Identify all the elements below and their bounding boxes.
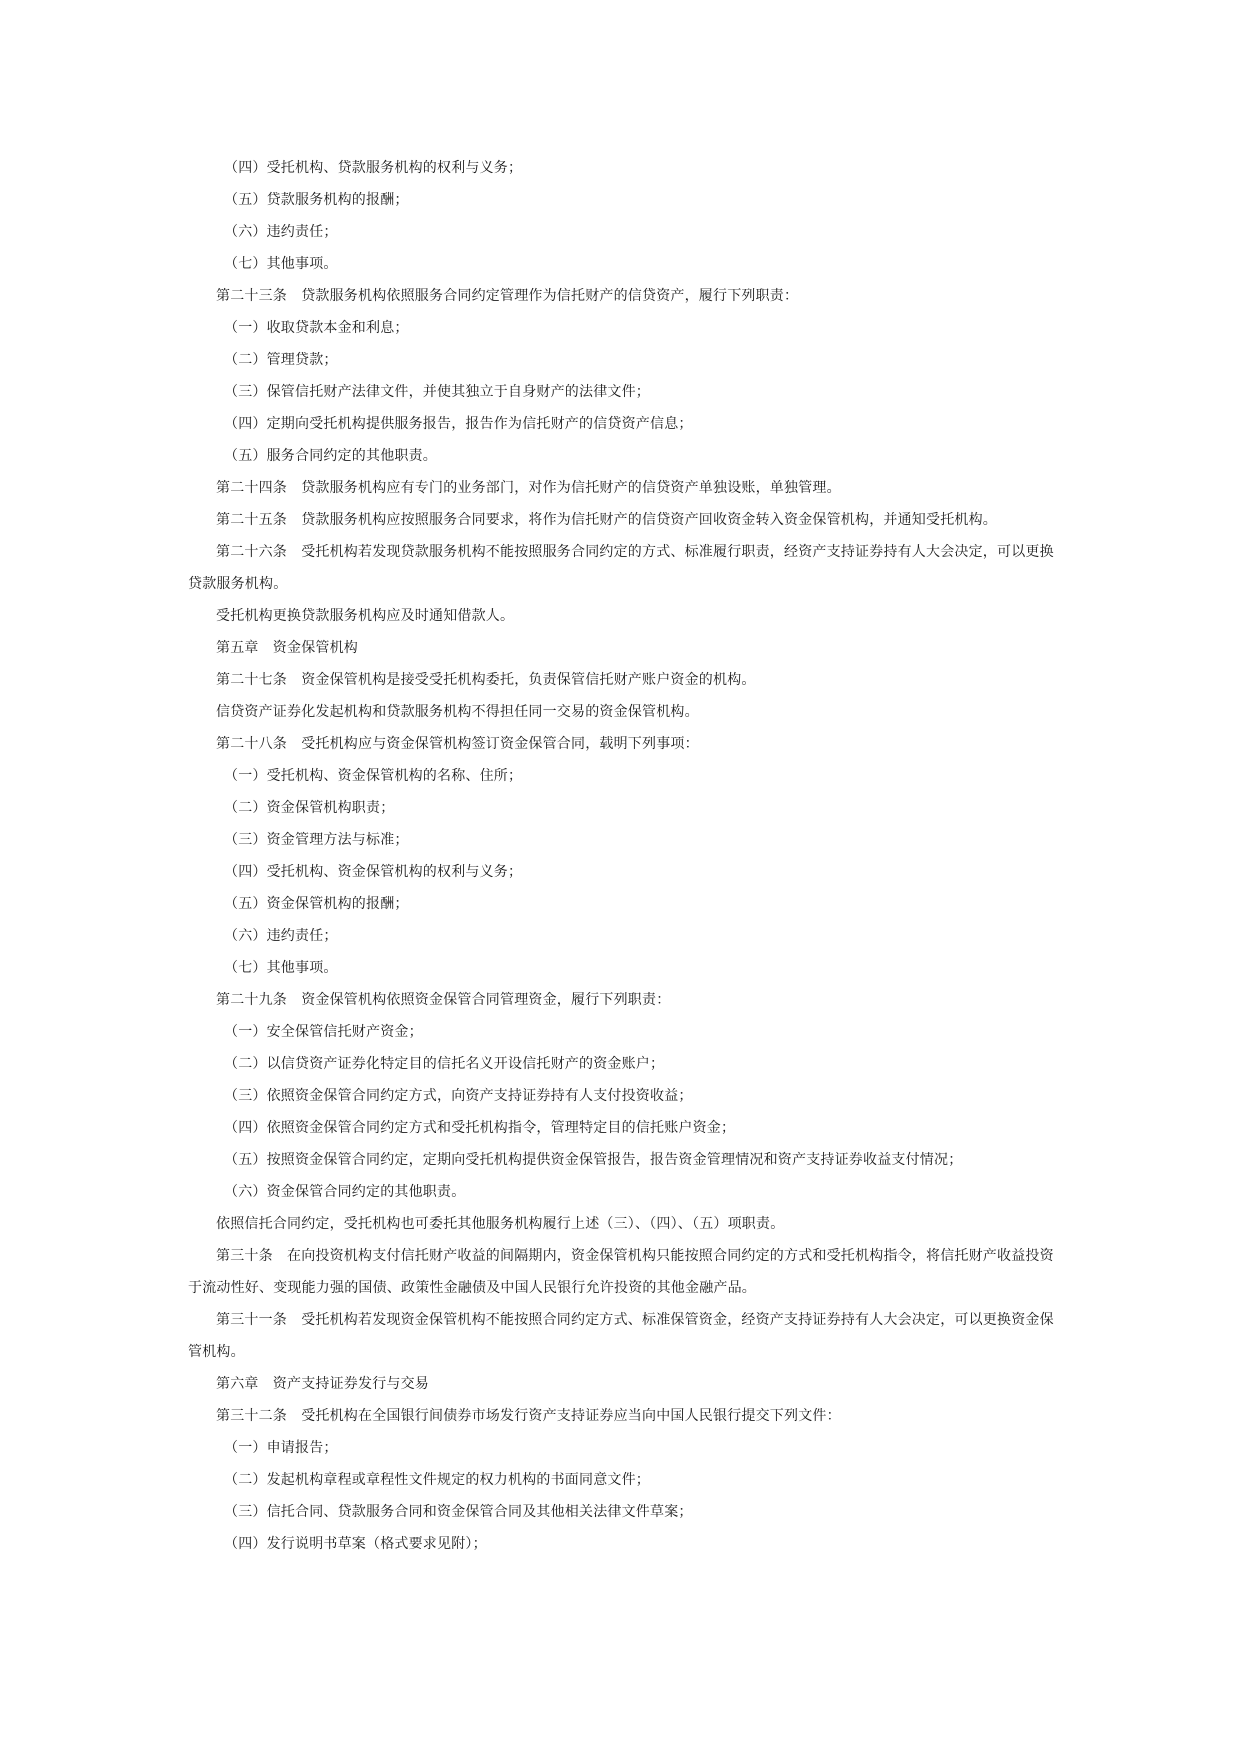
list-item: （六）资金保管合同约定的其他职责。 bbox=[224, 1184, 466, 1200]
paragraph: 第二十五条 贷款服务机构应按照服务合同要求，将作为信托财产的信贷资产回收资金转入资金保管机构，并通知受托机构。 bbox=[216, 512, 997, 528]
paragraph: 第二十三条 贷款服务机构依照服务合同约定管理作为信托财产的信贷资产，履行下列职责： bbox=[216, 288, 799, 304]
list-item: （二）资金保管机构职责； bbox=[224, 800, 395, 816]
paragraph: 第二十四条 贷款服务机构应有专门的业务部门，对作为信托财产的信贷资产单独设账，单独管理。 bbox=[216, 480, 841, 496]
list-item: （二）以信贷资产证券化特定目的信托名义开设信托财产的资金账户； bbox=[224, 1056, 665, 1072]
paragraph: 第二十八条 受托机构应与资金保管机构签订资金保管合同，载明下列事项： bbox=[216, 736, 699, 752]
list-item: （二）管理贷款； bbox=[224, 352, 338, 368]
list-item: （五）按照资金保管合同约定，定期向受托机构提供资金保管报告，报告资金管理情况和资产支持证券收益支付情况； bbox=[224, 1152, 963, 1168]
list-item: （五）服务合同约定的其他职责。 bbox=[224, 448, 437, 464]
paragraph: 受托机构更换贷款服务机构应及时通知借款人。 bbox=[216, 608, 515, 624]
paragraph: 第三十二条 受托机构在全国银行间债券市场发行资产支持证券应当向中国人民银行提交下列文件： bbox=[216, 1408, 841, 1424]
list-item: （三）保管信托财产法律文件，并使其独立于自身财产的法律文件； bbox=[224, 384, 650, 400]
list-item: （三）信托合同、贷款服务合同和资金保管合同及其他相关法律文件草案； bbox=[224, 1504, 693, 1520]
list-item: （一）安全保管信托财产资金； bbox=[224, 1024, 423, 1040]
list-item: （六）违约责任； bbox=[224, 224, 338, 240]
paragraph: 第二十九条 资金保管机构依照资金保管合同管理资金，履行下列职责： bbox=[216, 992, 671, 1008]
paragraph: 第六章 资产支持证券发行与交易 bbox=[216, 1376, 429, 1392]
paragraph: 第五章 资金保管机构 bbox=[216, 640, 358, 656]
list-item: （五）贷款服务机构的报酬； bbox=[224, 192, 409, 208]
list-item: （二）发起机构章程或章程性文件规定的权力机构的书面同意文件； bbox=[224, 1472, 650, 1488]
list-item: （四）发行说明书草案（格式要求见附）； bbox=[224, 1536, 487, 1552]
paragraph: 第二十七条 资金保管机构是接受受托机构委托，负责保管信托财产账户资金的机构。 bbox=[216, 672, 756, 688]
list-item: （四）受托机构、资金保管机构的权利与义务； bbox=[224, 864, 523, 880]
list-item: （一）受托机构、资金保管机构的名称、住所； bbox=[224, 768, 523, 784]
paragraph: 第三十一条 受托机构若发现资金保管机构不能按照合同约定方式、标准保管资金，经资产支持证券持有人大会决定，可以更换资金保管机构。 bbox=[188, 1312, 1054, 1360]
list-item: （六）违约责任； bbox=[224, 928, 338, 944]
list-item: （四）受托机构、贷款服务机构的权利与义务； bbox=[224, 160, 523, 176]
list-item: （七）其他事项。 bbox=[224, 256, 338, 272]
list-item: （四）定期向受托机构提供服务报告，报告作为信托财产的信贷资产信息； bbox=[224, 416, 693, 432]
list-item: （七）其他事项。 bbox=[224, 960, 338, 976]
list-item: （一）申请报告； bbox=[224, 1440, 338, 1456]
list-item: （五）资金保管机构的报酬； bbox=[224, 896, 409, 912]
paragraph: 第二十六条 受托机构若发现贷款服务机构不能按照服务合同约定的方式、标准履行职责，经资产支持证券持有人大会决定，可以更换贷款服务机构。 bbox=[188, 544, 1054, 592]
paragraph: 依照信托合同约定，受托机构也可委托其他服务机构履行上述（三）、（四）、（五）项职责。 bbox=[216, 1216, 785, 1232]
list-item: （四）依照资金保管合同约定方式和受托机构指令，管理特定目的信托账户资金； bbox=[224, 1120, 736, 1136]
paragraph: 信贷资产证券化发起机构和贷款服务机构不得担任同一交易的资金保管机构。 bbox=[216, 704, 699, 720]
document-body bbox=[188, 152, 1058, 1560]
list-item: （三）依照资金保管合同约定方式，向资产支持证券持有人支付投资收益； bbox=[224, 1088, 693, 1104]
paragraph: 第三十条 在向投资机构支付信托财产收益的间隔期内，资金保管机构只能按照合同约定的方式和受托机构指令，将信托财产收益投资于流动性好、变现能力强的国债、政策性金融债及中国人民银行允许投资的其他金融产品。 bbox=[188, 1248, 1054, 1296]
list-item: （一）收取贷款本金和利息； bbox=[224, 320, 409, 336]
list-item: （三）资金管理方法与标准； bbox=[224, 832, 409, 848]
